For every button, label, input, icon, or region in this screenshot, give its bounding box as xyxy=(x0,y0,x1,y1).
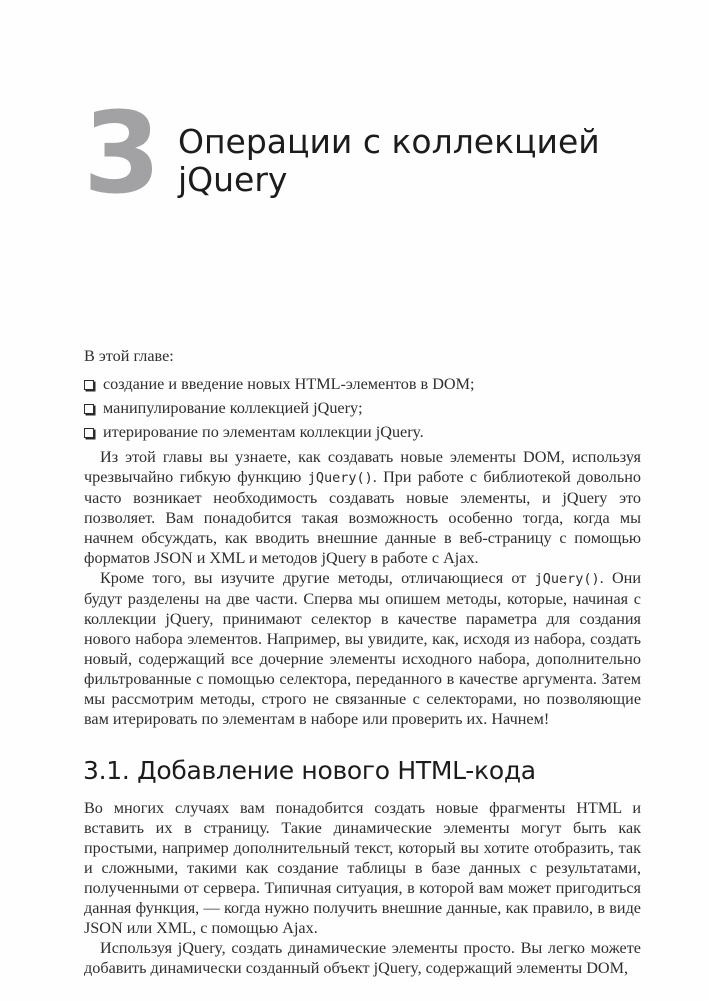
inline-code: jQuery() xyxy=(307,470,373,486)
chapter-topics-list xyxy=(84,372,641,444)
paragraph-text: . Они будут разделены на две части. Сперва мы опишем методы, которые, начиная с коллекции jQuery, принимают селектор в качестве параметра для создания нового набора элементов. Например, вы увидите, как, исходя из набора, создать новый, содержащий все дочерние элементы исходного набора, дополнительно фильтрованные с помощью селектора, переданного в качестве аргумента. Затем мы рассмотрим методы, строго не связанные с селекторами, но позволяющие вам итерировать по элементам в наборе или проверить их. Начнем! xyxy=(84,569,641,728)
chapter-title-line1: Операции с коллекцией xyxy=(178,122,600,161)
section-paragraph-1: Во многих случаях вам понадобится создать новые фрагменты HTML и вставить их в страницу. Такие динамические элементы могут быть как простыми, например дополнительный текст, который вы хотите отобразить, так и сложными, такими как создание таблицы в базе данных с результатами, полученными от сервера. Типичная ситуация, в которой вам может пригодиться данная функция, — когда нужно получить внешние данные, как правило, в виде JSON или XML, с помощью Ajax. xyxy=(84,799,641,937)
checkbox-bullet-icon xyxy=(84,380,94,390)
section-paragraph-2: Используя jQuery, создать динамические элементы просто. Вы легко можете добавить динамически созданный объект jQuery, содержащий элементы DOM, xyxy=(84,939,641,977)
paragraph-text: Кроме того, вы изучите другие методы, отличающиеся от xyxy=(100,569,535,587)
page-content xyxy=(84,346,641,978)
intro-paragraph-2 xyxy=(84,568,641,729)
paragraph-text: . При работе с библиотекой довольно часто возникает необходимость создавать новые элементы, и jQuery это позволяет. Вам понадобится такая возможность особенно тогда, когда мы начнем обсуждать, как вводить внешние данные в веб-страницу с помощью форматов JSON и XML и методов jQuery в работе с Ajax. xyxy=(84,468,641,567)
list-item xyxy=(84,396,641,420)
intro-label: В этой главе: xyxy=(84,347,174,365)
inline-code: jQuery() xyxy=(534,571,600,587)
checkbox-bullet-icon xyxy=(84,428,94,438)
chapter-title xyxy=(178,123,658,199)
chapter-title-line2: jQuery xyxy=(178,160,288,199)
chapter-number: 3 xyxy=(83,89,159,219)
intro-paragraph-1 xyxy=(84,447,641,568)
paragraph-text: Из этой главы вы узнаете, как создавать новые элементы DOM, используя чрезвычайно гибкую функцию xyxy=(84,448,641,486)
section-heading: 3.1. Добавление нового HTML-кода xyxy=(83,756,536,785)
list-item xyxy=(84,372,641,396)
list-item xyxy=(84,420,641,444)
checkbox-bullet-icon xyxy=(84,404,94,414)
list-item-text: итерирование по элементам коллекции jQuery. xyxy=(103,423,424,441)
list-item-text: манипулирование коллекцией jQuery; xyxy=(103,399,363,417)
list-item-text: создание и введение новых HTML-элементов в DOM; xyxy=(103,375,475,393)
